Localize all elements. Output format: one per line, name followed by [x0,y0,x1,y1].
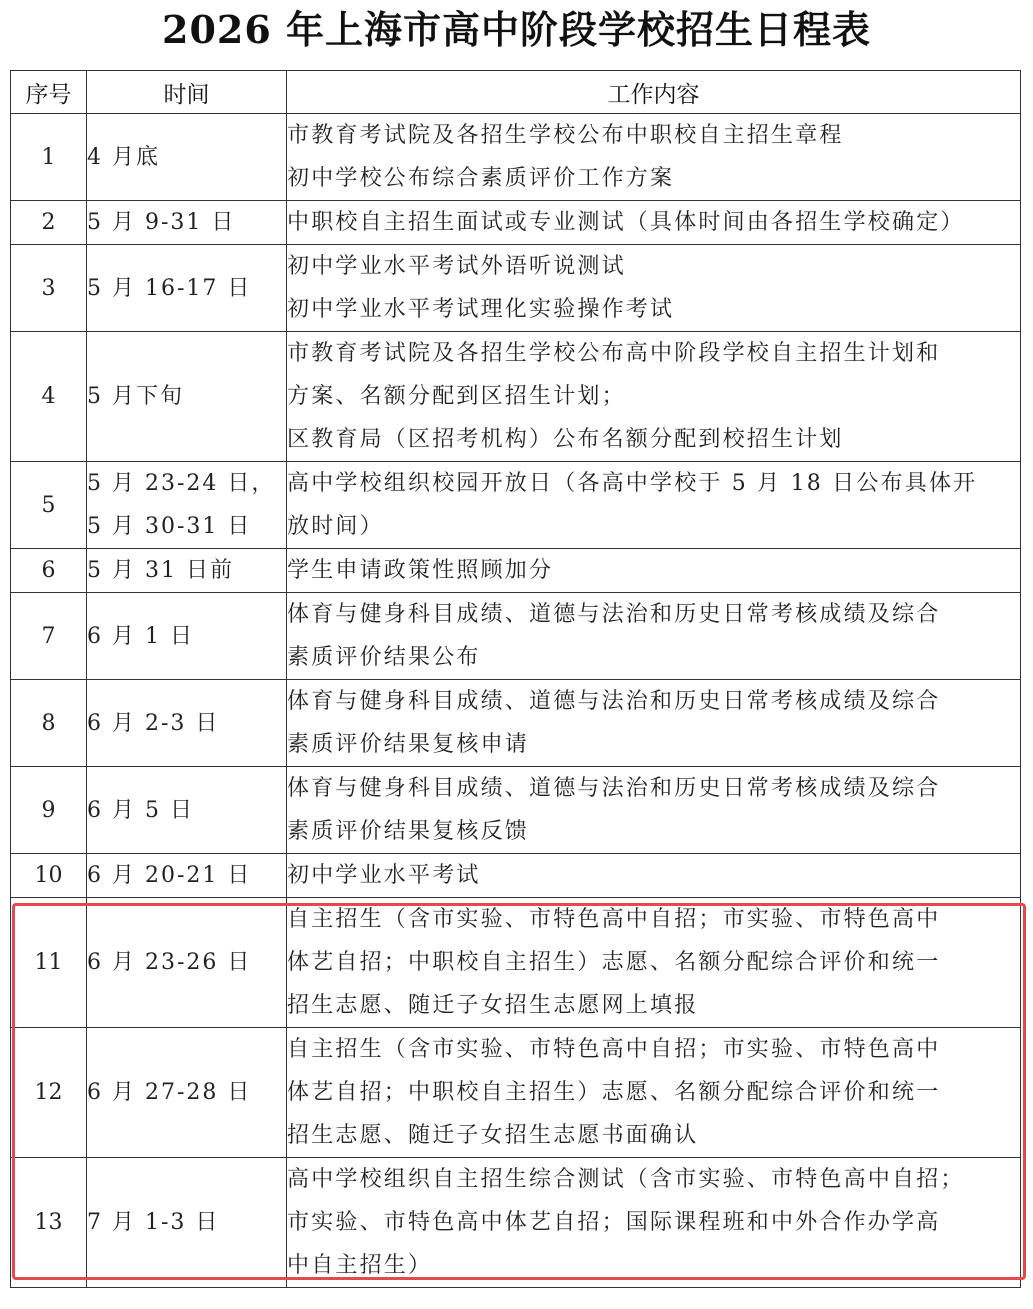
page-title: 2026 年上海市高中阶段学校招生日程表 [162,7,871,52]
table-row [11,201,1021,245]
content-line: 市教育考试院及各招生学校公布中职校自主招生章程 [287,123,844,148]
row-content [287,1028,1021,1158]
content-line: 区教育局（区招考机构）公布名额分配到校招生计划 [287,427,844,452]
row-time [87,767,287,854]
table-body [11,114,1021,1288]
content-line: 初中学业水平考试 [287,863,481,888]
row-seq: 6 [11,549,87,593]
time-line: 6 月 2-3 日 [87,710,220,736]
schedule-table [10,70,1021,1288]
row-time [87,898,287,1028]
row-content [287,114,1021,201]
table-row [11,462,1021,549]
row-content [287,1158,1021,1288]
content-line: 素质评价结果复核反馈 [287,819,530,844]
table-row [11,593,1021,680]
content-line: 初中学校公布综合素质评价工作方案 [287,166,675,191]
row-content [287,549,1021,593]
row-content [287,680,1021,767]
row-seq: 9 [11,767,87,854]
row-time [87,680,287,767]
table-header-row [11,71,1021,114]
row-seq: 13 [11,1158,87,1288]
row-time [87,462,287,549]
content-line: 初中学业水平考试理化实验操作考试 [287,297,675,322]
time-line: 6 月 27-28 日 [87,1080,252,1105]
time-line: 5 月 31 日前 [87,558,234,583]
time-line: 5 月下旬 [87,384,184,409]
row-seq: 5 [11,462,87,549]
row-time [87,332,287,462]
table-row [11,1028,1021,1158]
table-row [11,767,1021,854]
table-row [11,680,1021,767]
content-line: 初中学业水平考试外语听说测试 [287,254,626,279]
content-line: 市教育考试院及各招生学校公布高中阶段学校自主招生计划和 [287,341,941,366]
row-seq: 1 [11,114,87,201]
row-seq: 7 [11,593,87,680]
row-time [87,1158,287,1288]
content-line: 中自主招生） [287,1253,433,1278]
row-seq: 11 [11,898,87,1028]
content-line: 自主招生（含市实验、市特色高中自招；市实验、市特色高中 [287,907,941,932]
table-row [11,549,1021,593]
content-line: 体艺自招；中职校自主招生）志愿、名额分配综合评价和统一 [287,1080,941,1105]
table-row [11,1158,1021,1288]
row-time [87,593,287,680]
content-line: 中职校自主招生面试或专业测试（具体时间由各招生学校确定） [287,210,965,235]
row-content [287,201,1021,245]
content-line: 体育与健身科目成绩、道德与法治和历史日常考核成绩及综合 [287,776,941,801]
row-seq: 10 [11,854,87,898]
row-time [87,114,287,201]
row-time [87,201,287,245]
table-row [11,332,1021,462]
table-row [11,245,1021,332]
content-line: 素质评价结果公布 [287,645,481,670]
header-seq: 序号 [11,71,87,114]
time-line: 5 月 9-31 日 [87,210,236,235]
table-row [11,898,1021,1028]
table-row [11,854,1021,898]
row-seq: 2 [11,201,87,245]
row-seq: 4 [11,332,87,462]
row-content [287,462,1021,549]
row-seq: 12 [11,1028,87,1158]
time-line: 7 月 1-3 日 [87,1210,220,1235]
table-row [11,114,1021,201]
content-line: 体艺自招；中职校自主招生）志愿、名额分配综合评价和统一 [287,950,941,975]
content-line: 高中学校组织校园开放日（各高中学校于 5 月 18 日公布具体开 [287,471,978,496]
content-line: 体育与健身科目成绩、道德与法治和历史日常考核成绩及综合 [287,602,941,627]
time-line: 6 月 1 日 [87,623,194,649]
time-line: 6 月 5 日 [87,797,194,823]
row-seq: 8 [11,680,87,767]
row-time [87,854,287,898]
row-content [287,245,1021,332]
content-line: 体育与健身科目成绩、道德与法治和历史日常考核成绩及综合 [287,689,941,714]
content-line: 招生志愿、随迁子女招生志愿书面确认 [287,1123,699,1148]
time-line: 5 月 23-24 日， [87,471,276,496]
content-line: 招生志愿、随迁子女招生志愿网上填报 [287,993,699,1018]
time-line: 5 月 30-31 日 [87,514,252,539]
content-line: 方案、名额分配到区招生计划； [287,384,626,409]
row-content [287,854,1021,898]
content-line: 素质评价结果复核申请 [287,732,530,757]
time-line: 4 月底 [87,144,160,170]
content-line: 放时间） [287,514,384,539]
row-time [87,245,287,332]
row-time [87,549,287,593]
header-content: 工作内容 [287,71,1021,114]
row-content [287,767,1021,854]
row-content [287,593,1021,680]
row-content [287,332,1021,462]
row-content [287,898,1021,1028]
header-time: 时间 [87,71,287,114]
row-seq: 3 [11,245,87,332]
content-line: 高中学校组织自主招生综合测试（含市实验、市特色高中自招； [287,1167,965,1192]
time-line: 6 月 20-21 日 [87,863,252,888]
time-line: 6 月 23-26 日 [87,950,252,975]
content-line: 市实验、市特色高中体艺自招；国际课程班和中外合作办学高 [287,1210,941,1235]
content-line: 学生申请政策性照顾加分 [287,558,554,583]
time-line: 5 月 16-17 日 [87,275,252,301]
row-time [87,1028,287,1158]
content-line: 自主招生（含市实验、市特色高中自招；市实验、市特色高中 [287,1037,941,1062]
